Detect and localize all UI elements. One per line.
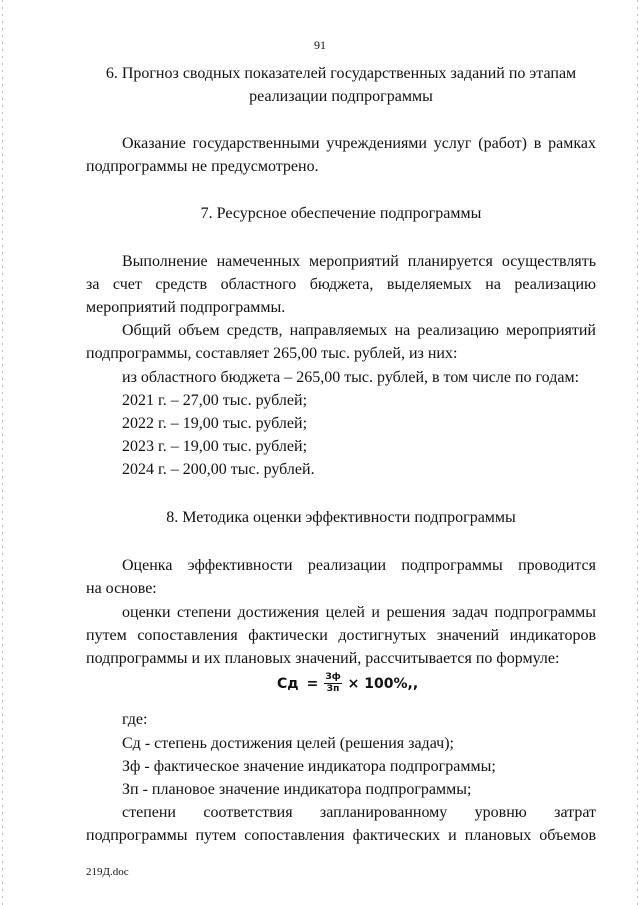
formula-equals: = <box>306 675 319 692</box>
section7-para1-line3: мероприятий подпрограммы. <box>86 299 286 316</box>
section8-para2-line3: подпрограммы и их плановых значений, рассчитывается по формуле: <box>86 650 560 667</box>
section7-para2-line2: подпрограммы, составляет 265,00 тыс. рублей, из них: <box>86 345 458 362</box>
section6-para1-line1: Оказание государственными учреждениями услуг (работ) в рамках <box>122 135 596 152</box>
file-name-footer: 219Д.doc <box>86 866 129 878</box>
formula <box>277 672 418 695</box>
definition-item: Сд - степень достижения целей (решения задач); <box>122 735 454 752</box>
section7-para3: из областного бюджета – 265,00 тыс. рублей, в том числе по годам: <box>122 369 580 386</box>
formula-fraction <box>324 672 341 695</box>
section8-para1-line2: на основе: <box>86 580 157 597</box>
scan-edge-right <box>637 0 638 905</box>
section8-para1-line1: Оценка эффективности реализации подпрограммы проводится <box>122 557 596 574</box>
section7-para1-line1: Выполнение намеченных мероприятий планируется осуществлять <box>122 253 596 270</box>
formula-denominator: Зп <box>326 684 340 694</box>
section7-para1-line2: за счет средств областного бюджета, выделяемых на реализацию <box>86 276 596 293</box>
year-item: 2021 г. – 27,00 тыс. рублей; <box>122 392 308 409</box>
section8-para2-line2: путем сопоставления фактически достигнутых значений индикаторов <box>86 627 596 644</box>
section7-para2-line1: Общий объем средств, направляемых на реализацию мероприятий <box>122 322 596 339</box>
formula-rhs: × 100%,, <box>347 675 419 692</box>
section8-title: 8. Методика оценки эффективности подпрограммы <box>166 509 516 526</box>
year-item: 2022 г. – 19,00 тыс. рублей; <box>122 415 308 432</box>
year-item: 2023 г. – 19,00 тыс. рублей; <box>122 438 308 455</box>
section6-title-line1: 6. Прогноз сводных показателей государственных заданий по этапам <box>105 65 577 82</box>
section6-para1-line2: подпрограммы не предусмотрено. <box>86 158 319 175</box>
section8-para2-line1: оценки степени достижения целей и решения задач подпрограммы <box>122 604 596 621</box>
year-item: 2024 г. – 200,00 тыс. рублей. <box>122 461 315 478</box>
formula-lhs: Сд <box>277 675 299 692</box>
section7-title: 7. Ресурсное обеспечение подпрограммы <box>200 205 482 222</box>
where-label: где: <box>122 711 148 728</box>
definition-item: Зп - плановое значение индикатора подпрограммы; <box>122 781 472 798</box>
section8-para3-line1: степени соответствия запланированному уровню затрат <box>122 804 596 821</box>
page-number: 91 <box>314 38 326 52</box>
section8-para3-line2: подпрограммы путем сопоставления фактических и плановых объемов <box>86 827 596 844</box>
definition-item: Зф - фактическое значение индикатора подпрограммы; <box>122 758 496 775</box>
scan-edge-left <box>2 0 3 905</box>
formula-numerator: Зф <box>325 672 341 682</box>
section6-title-line2: реализации подпрограммы <box>249 88 433 105</box>
